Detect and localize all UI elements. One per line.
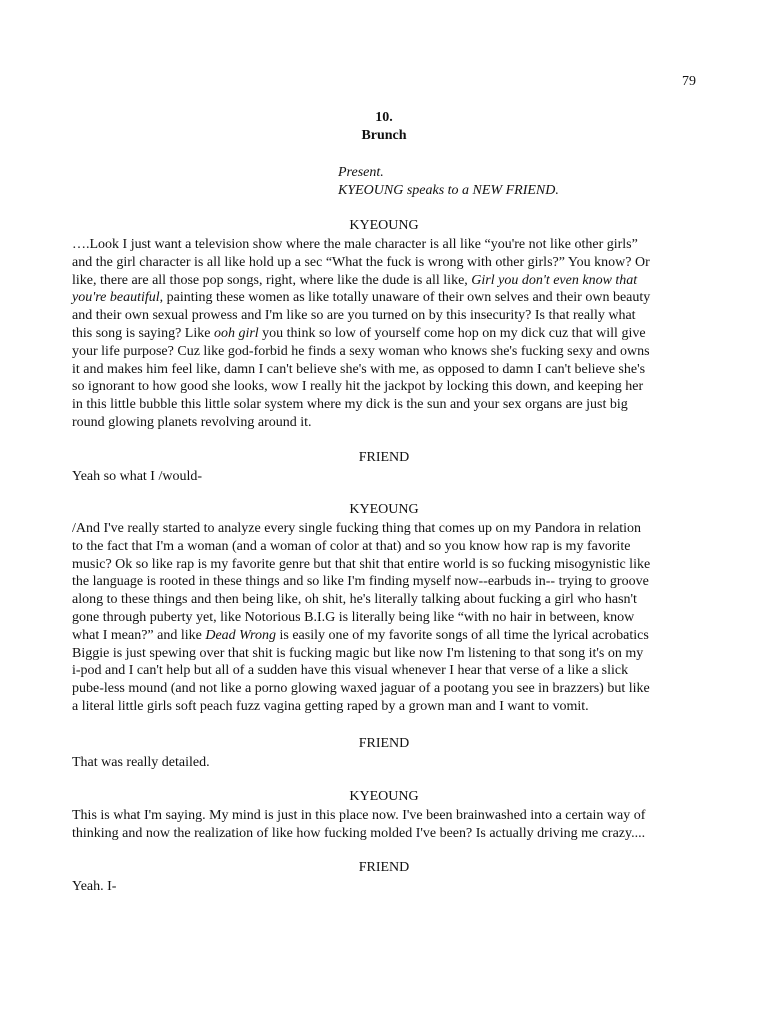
dialogue-line (72, 325, 698, 343)
dialogue-line (72, 289, 698, 307)
dialogue-text: like, there are all those pop songs, right, where like the dude is all like, (72, 272, 472, 288)
dialogue-line: so ignorant to how good she looks, wow I really hit the jackpot by locking this down, and keeping her (72, 379, 644, 395)
song-lyric-italic: you're beautiful (72, 290, 160, 306)
dialogue-kyeoung-1 (72, 236, 698, 432)
dialogue-line (72, 272, 698, 290)
dialogue-line: round glowing planets revolving around it. (72, 414, 312, 430)
character-name-kyeoung: KYEOUNG (349, 502, 419, 517)
dialogue-line: ….Look I just want a television show where the male character is all like “you're not like other girls” (72, 237, 638, 252)
song-title-italic: Dead Wrong (205, 627, 276, 643)
dialogue-line: in this little bubble this little solar system where my dick is the sun and your sex organs are just big (72, 397, 628, 413)
stage-direction-characters: KYEOUNG speaks to a NEW FRIEND. (338, 183, 559, 198)
dialogue-line: music? Ok so like rap is my favorite genre but that shit that entire world is so fucking misogynistic like (72, 556, 651, 572)
dialogue-friend-3: Yeah. I- (72, 879, 117, 894)
stage-direction-time: Present. (338, 165, 384, 180)
character-name-friend: FRIEND (358, 450, 410, 465)
dialogue-text: you think so low of yourself come hop on my dick cuz that will give (258, 325, 646, 341)
dialogue-line: your life purpose? Cuz like god-forbid he finds a sexy woman who knows she's fucking sexy and owns (72, 343, 650, 359)
dialogue-line: /And I've really started to analyze every single fucking thing that comes up on my Pandora in relation (72, 521, 641, 536)
dialogue-text: this song is saying? Like (72, 325, 214, 341)
dialogue-friend-1: Yeah so what I /would- (72, 469, 203, 484)
dialogue-line: along to these things and then being like, oh shit, he's literally talking about fucking a girl who hasn't (72, 592, 637, 608)
dialogue-friend-2: That was really detailed. (72, 755, 210, 770)
song-lyric-italic: Girl you don't even know that (471, 272, 638, 288)
dialogue-line: the language is rooted in these things and so like I'm finding myself now--earbuds in-- trying to groove (72, 574, 649, 590)
character-name-kyeoung: KYEOUNG (349, 789, 419, 804)
dialogue-kyeoung-3 (72, 807, 698, 843)
dialogue-text: is easily one of my favorite songs of all time the lyrical acrobatics (275, 627, 649, 643)
dialogue-line: it and makes him feel like, damn I can't believe she's with me, as opposed to damn I can't believe she's (72, 361, 646, 377)
dialogue-line: gone through puberty yet, like Notorious B.I.G is literally being like “with no hair in between, know (72, 609, 635, 625)
song-lyric-italic: ooh girl (213, 325, 259, 341)
page-number: 79 (682, 74, 696, 89)
dialogue-line: thinking and now the realization of like how fucking molded I've been? Is actually driving me crazy.... (72, 825, 646, 841)
dialogue-line: and their own sexual prowess and I'm like so are you turned on by this insecurity? Is that really what (72, 308, 636, 324)
character-name-friend: FRIEND (358, 860, 410, 875)
dialogue-line: This is what I'm saying. My mind is just in this place now. I've been brainwashed into a certain way of (72, 808, 646, 823)
character-name-friend: FRIEND (358, 736, 410, 751)
dialogue-kyeoung-2 (72, 520, 698, 716)
dialogue-text: what I mean?” and like (72, 627, 206, 643)
dialogue-line: Biggie is just spewing over that shit is fucking magic but like now I'm listening to that song it's on my (72, 645, 644, 661)
dialogue-line: pube-less mound (and not like a porno glowing waxed jaguar of a pootang you see in brazzers) but like (72, 681, 650, 697)
dialogue-line: a literal little girls soft peach fuzz vagina getting raped by a grown man and I want to vomit. (72, 698, 589, 714)
dialogue-line: and the girl character is all like hold up a sec “What the fuck is wrong with other girls?” You know? Or (72, 254, 650, 270)
dialogue-line (72, 627, 698, 645)
scene-number: 10. (375, 110, 393, 125)
scene-title: Brunch (361, 128, 407, 143)
dialogue-text: , painting these women as like totally unaware of their own selves and their own beauty (159, 290, 651, 306)
character-name-kyeoung: KYEOUNG (349, 218, 419, 233)
dialogue-line: i-pod and I can't help but all of a sudden have this visual whenever I hear that verse of a like a slick (72, 663, 629, 679)
dialogue-line: to the fact that I'm a woman (and a woman of color at that) and so you know how rap is my favorite (72, 538, 631, 554)
